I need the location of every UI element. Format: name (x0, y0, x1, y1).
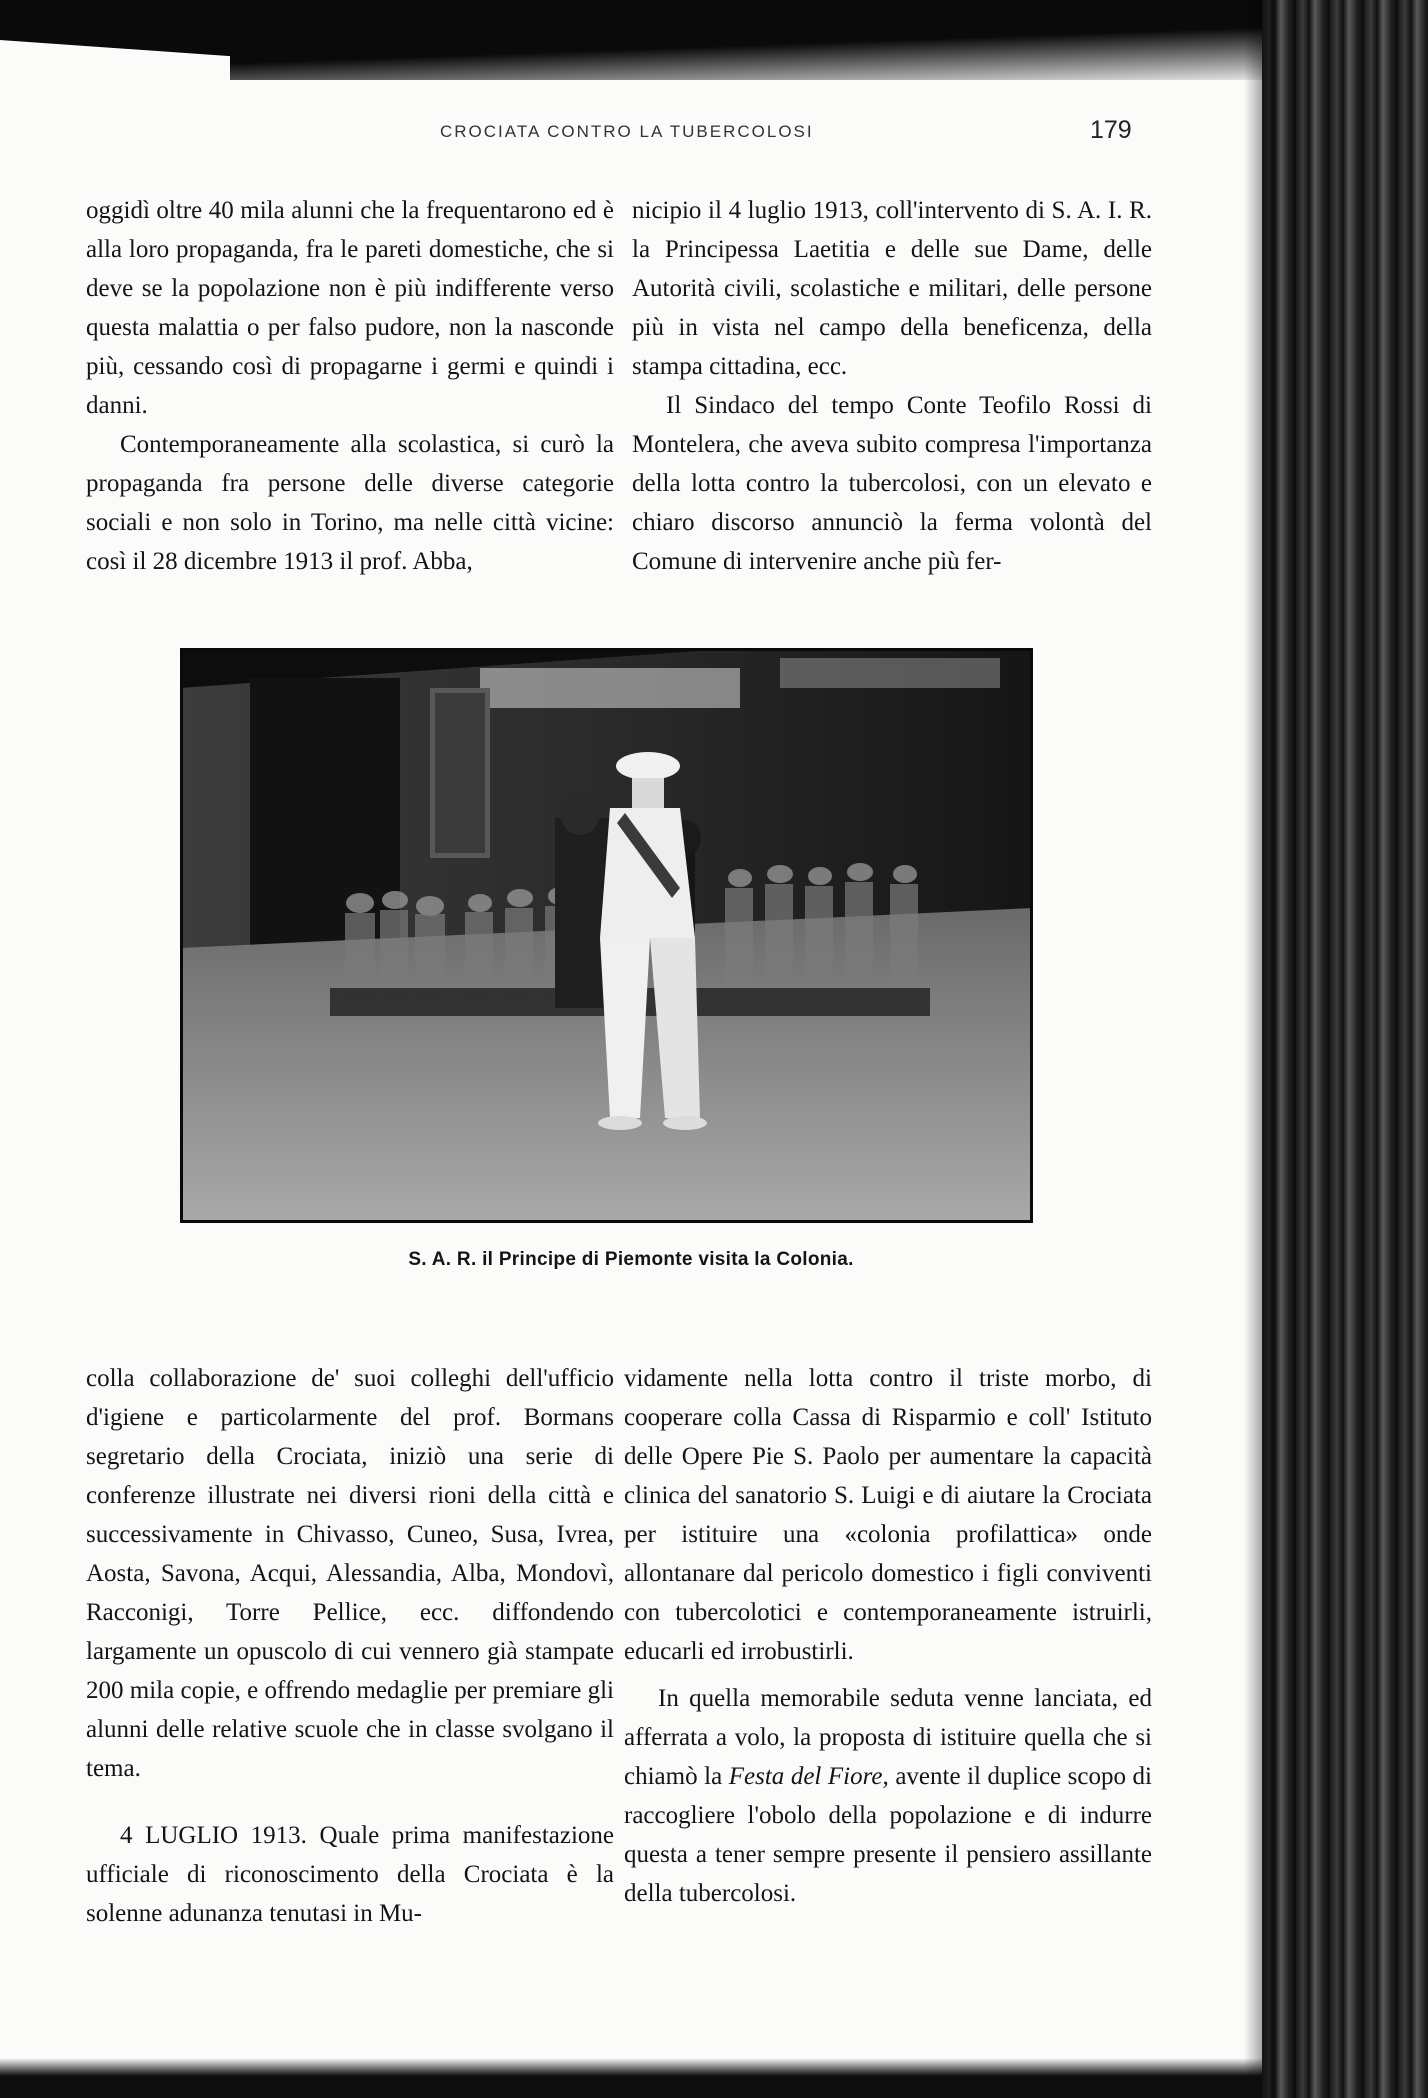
paragraph: vidamente nella lotta contro il triste morbo, di cooperare colla Cassa di Risparmio e coll' Istituto delle Opere Pie S. Paolo per aumentare la capacità clinica del sanatorio S. Luigi e di aiutare la Crociata per istituire una «colonia profilattica» onde allontanare dal pericolo domestico i figli conviventi con tubercolotici e contemporaneamente istruirli, educarli ed irrobustirli. (624, 1365, 1152, 1665)
paragraph-text: Quale prima manifestazione ufficiale di riconoscimento della Crociata è la solenne adunanza tenutasi in Mu- (86, 1822, 614, 1927)
paragraph: Il Sindaco del tempo Conte Teofilo Rossi di Montelera, che aveva subito compresa l'importanza della lotta contro la tubercolosi, con un elevato e chiaro discorso annunciò la ferma volontà del Comune di intervenire anche più fer- (632, 392, 1152, 575)
historical-photograph (180, 648, 1033, 1223)
text-column-4 (624, 1359, 1152, 1913)
text-column-1 (86, 191, 614, 581)
running-head: CROCIATA CONTRO LA TUBERCOLOSI (440, 122, 814, 141)
book-spine-shadow (1262, 0, 1428, 2098)
section-heading: 4 LUGLIO 1913. (120, 1822, 307, 1849)
text-column-2 (632, 191, 1152, 581)
scan-top-shadow (0, 0, 1428, 80)
photo-scene-illustration (180, 648, 1033, 1223)
figure-caption: S. A. R. il Principe di Piemonte visita la Colonia. (408, 1249, 854, 1270)
section-paragraph (86, 1816, 614, 1933)
emphasized-text: Festa del Fiore, (728, 1763, 889, 1790)
paragraph: oggidì oltre 40 mila alunni che la frequentarono ed è alla loro propaganda, fra le pareti domestiche, che si deve se la popolazione non è più indifferente verso questa malattia o per falso pudore, non la nasconde più, cessando così di propagarne i germi e quindi i danni. (86, 197, 614, 419)
paragraph-text: In quella memorabile seduta venne lanciata, ed afferrata a volo, la proposta di istituire quella che si chiamò la (624, 1685, 1152, 1790)
paragraph (624, 1679, 1152, 1913)
paragraph: Contemporaneamente alla scolastica, si curò la propaganda fra persone delle diverse categorie sociali e non solo in Torino, ma nelle città vicine: così il 28 dicembre 1913 il prof. Abba, (86, 431, 614, 575)
page-header (0, 116, 1262, 156)
paragraph-text: avente il duplice scopo di raccogliere l'obolo della popolazione e di indurre questa a tener sempre presente il pensiero assillante della tubercolosi. (624, 1763, 1152, 1907)
scan-bottom-shadow (0, 2058, 1262, 2098)
paragraph: nicipio il 4 luglio 1913, coll'intervento di S. A. I. R. la Principessa Laetitia e delle sue Dame, delle Autorità civili, scolastiche e militari, delle persone più in vista nel campo della beneficenza, della stampa cittadina, ecc. (632, 197, 1152, 380)
text-column-3 (86, 1359, 614, 1933)
paragraph: colla collaborazione de' suoi colleghi dell'ufficio d'igiene e particolarmente del prof. Bormans segretario della Crociata, iniziò una serie di conferenze illustrate nei diversi rioni della città e successivamente in Chivasso, Cuneo, Susa, Ivrea, Aosta, Savona, Acqui, Alessandia, Alba, Mondovì, Racconigi, Torre Pellice, ecc. diffondendo largamente un opuscolo di cui vennero già stampate 200 mila copie, e offrendo medaglie per premiare gli alunni delle relative scuole che in classe svolgano il tema. (86, 1365, 614, 1782)
page-number: 179 (1090, 116, 1132, 144)
